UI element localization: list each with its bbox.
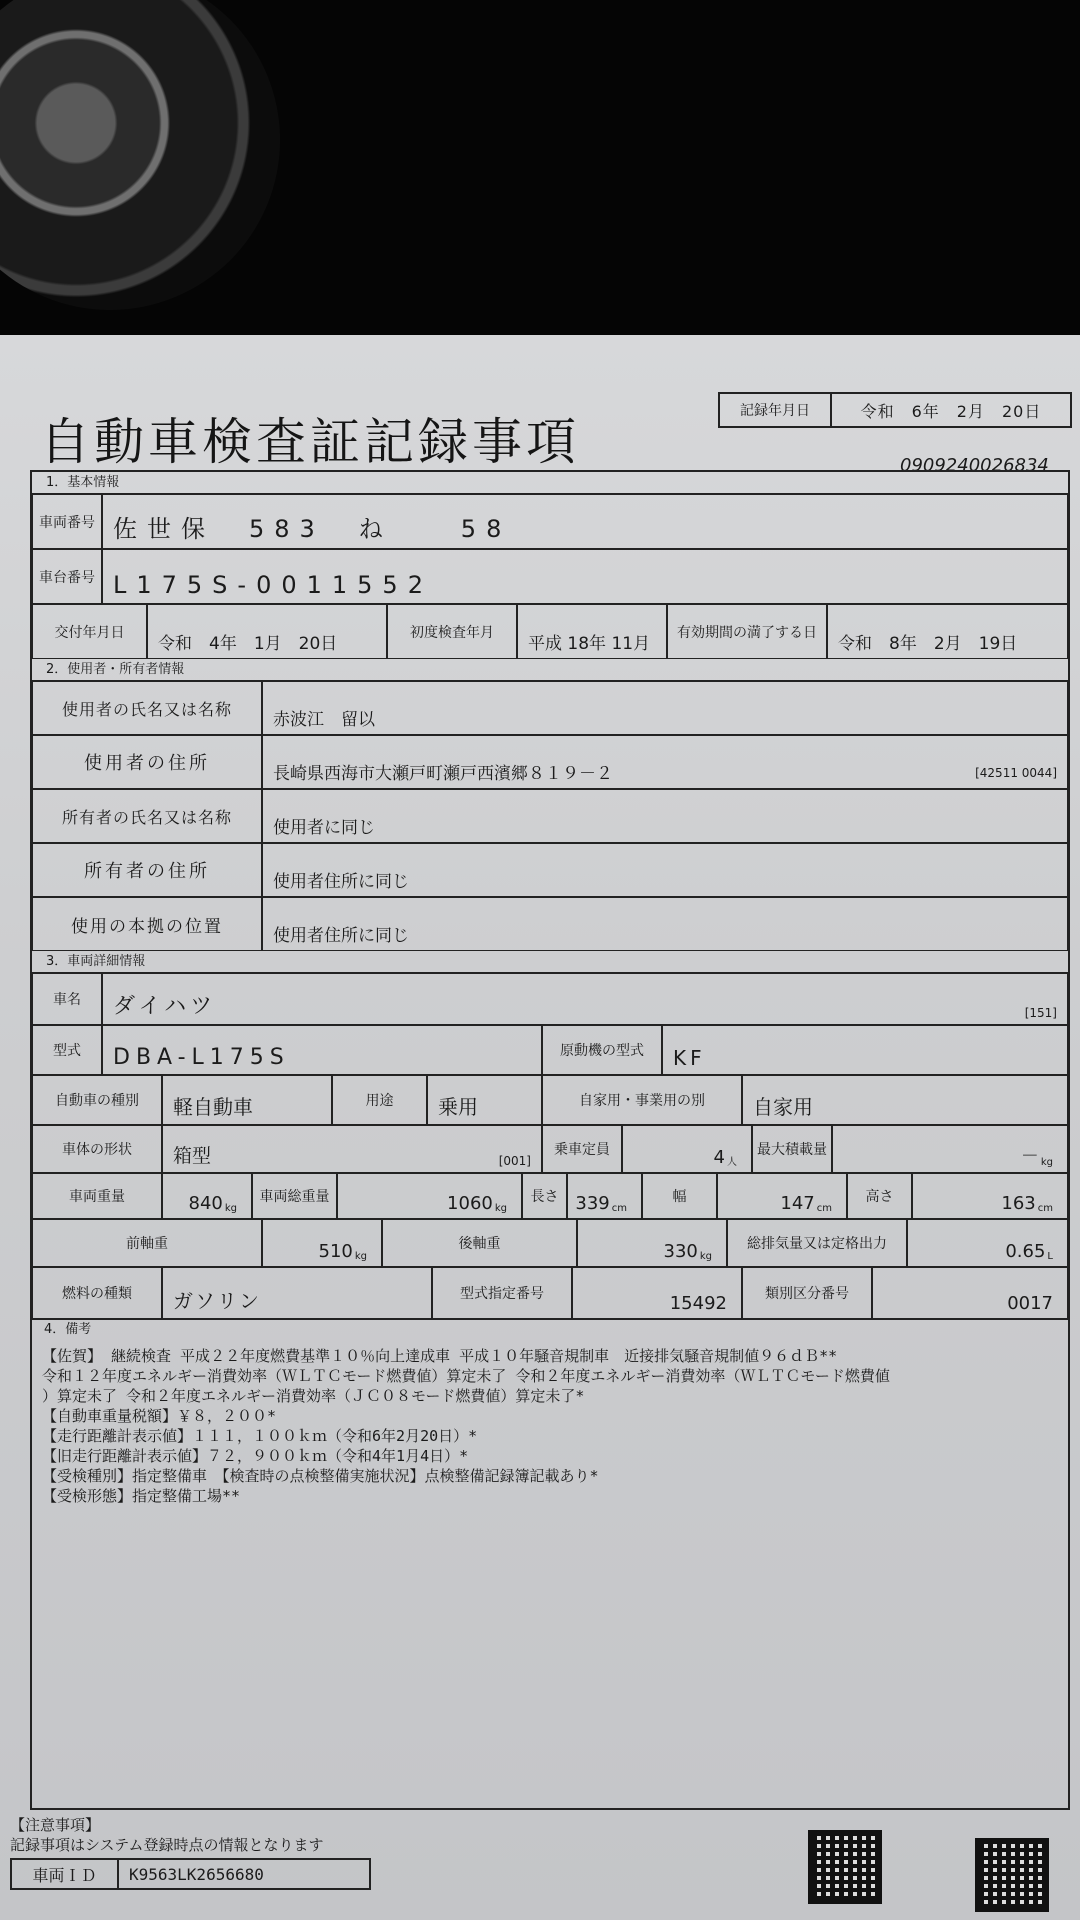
record-date-value: 令和 6年 2月 20日 bbox=[860, 401, 1042, 421]
maker-label: 車名 bbox=[32, 973, 102, 1025]
first-registration-label: 初度検査年月 bbox=[387, 604, 517, 659]
private-label: 自家用・事業用の別 bbox=[542, 1075, 742, 1125]
record-date-box bbox=[718, 392, 1072, 428]
kind-label: 自動車の種別 bbox=[32, 1075, 162, 1125]
front-axle-value bbox=[262, 1219, 382, 1267]
caution-title: 【注意事項】 bbox=[10, 1816, 101, 1834]
maxload-unit: kg bbox=[1040, 1157, 1053, 1168]
width-value bbox=[717, 1173, 847, 1219]
body-label: 車体の形状 bbox=[32, 1125, 162, 1173]
first-registration-value: 平成 18年 11月 bbox=[517, 604, 667, 659]
remark-line: 【受検種別】指定整備車 【検査時の点検整備実施状況】点検整備記録簿記載あり* bbox=[42, 1467, 599, 1485]
expiry-label: 有効期間の満了する日 bbox=[667, 604, 827, 659]
weight-value bbox=[162, 1173, 252, 1219]
displacement-value bbox=[907, 1219, 1068, 1267]
qr-code-icon bbox=[975, 1838, 1049, 1912]
maxload-label: 最大積載量 bbox=[752, 1125, 832, 1173]
user-name-label: 使用者の氏名又は名称 bbox=[32, 681, 262, 735]
width-label: 幅 bbox=[642, 1173, 717, 1219]
plate-value: 佐世保 583 ね 58 bbox=[102, 494, 1068, 549]
height-number: 163 bbox=[1001, 1193, 1036, 1214]
maker-text: ダイハツ bbox=[113, 994, 217, 1019]
maker-value bbox=[102, 973, 1068, 1025]
body-text: 箱型 bbox=[173, 1145, 212, 1167]
gross-value bbox=[337, 1173, 522, 1219]
document-number: 0909240026834 bbox=[900, 455, 1049, 476]
body-code: [001] bbox=[498, 1154, 531, 1168]
section-remarks: 4．備考 bbox=[44, 1322, 92, 1337]
remark-line: 令和１２年度エネルギー消費効率（ＷＬＴＣモード燃費値）算定未了 令和２年度エネルギー消費効率（ＷＬＴＣモード燃費値 bbox=[42, 1367, 890, 1385]
gross-label: 車両総重量 bbox=[252, 1173, 337, 1219]
capacity-unit: 人 bbox=[727, 1157, 737, 1168]
height-unit: cm bbox=[1037, 1203, 1053, 1214]
length-value bbox=[567, 1173, 642, 1219]
front-axle-unit: kg bbox=[354, 1251, 367, 1262]
engine-label: 原動機の型式 bbox=[542, 1025, 662, 1075]
remark-line: 【受検形態】指定整備工場** bbox=[42, 1487, 241, 1505]
height-label: 高さ bbox=[847, 1173, 912, 1219]
issue-date-label: 交付年月日 bbox=[32, 604, 147, 659]
displacement-label: 総排気量又は定格出力 bbox=[727, 1219, 907, 1267]
displacement-number: 0.65 bbox=[1005, 1241, 1046, 1262]
capacity-value bbox=[622, 1125, 752, 1173]
use-value: 乗用 bbox=[427, 1075, 542, 1125]
capacity-label: 乗車定員 bbox=[542, 1125, 622, 1173]
steering-wheel bbox=[0, 0, 280, 310]
weight-label: 車両重量 bbox=[32, 1173, 162, 1219]
plate-label: 車両番号 bbox=[32, 494, 102, 549]
rear-axle-number: 330 bbox=[663, 1241, 698, 1262]
expiry-value: 令和 8年 2月 19日 bbox=[827, 604, 1068, 659]
owner-name-value: 使用者に同じ bbox=[262, 789, 1068, 843]
base-location-label: 使用の本拠の位置 bbox=[32, 897, 262, 951]
user-name-value: 赤波江 留以 bbox=[262, 681, 1068, 735]
gross-number: 1060 bbox=[447, 1193, 493, 1214]
page-title: 自動車検査証記録事項 bbox=[40, 413, 580, 471]
class-number-label: 類別区分番号 bbox=[742, 1267, 872, 1319]
chassis-label: 車台番号 bbox=[32, 549, 102, 604]
weight-number: 840 bbox=[188, 1193, 223, 1214]
fuel-label: 燃料の種類 bbox=[32, 1267, 162, 1319]
remarks-box bbox=[30, 1320, 1070, 1810]
maker-code: [151] bbox=[1024, 1006, 1057, 1020]
front-axle-label: 前軸重 bbox=[32, 1219, 262, 1267]
user-address-label: 使用者の住所 bbox=[32, 735, 262, 789]
remark-line: 【自動車重量税額】￥８，２００* bbox=[42, 1407, 277, 1425]
chassis-value: L175S-0011552 bbox=[102, 549, 1068, 604]
remark-line: 【佐賀】 継続検査 平成２２年度燃費基準１０％向上達成車 平成１０年騒音規制車 近接排気騒音規制値９６ｄＢ** bbox=[42, 1347, 838, 1365]
issue-date-value: 令和 4年 1月 20日 bbox=[147, 604, 387, 659]
rear-axle-value bbox=[577, 1219, 727, 1267]
qr-code-icon bbox=[808, 1830, 882, 1904]
type-number-label: 型式指定番号 bbox=[432, 1267, 572, 1319]
owner-address-value: 使用者住所に同じ bbox=[262, 843, 1068, 897]
fuel-value: ガソリン bbox=[162, 1267, 432, 1319]
caution-block bbox=[10, 1815, 324, 1855]
use-label: 用途 bbox=[332, 1075, 427, 1125]
width-unit: cm bbox=[816, 1203, 832, 1214]
displacement-unit: L bbox=[1047, 1251, 1053, 1262]
user-address-value bbox=[262, 735, 1068, 789]
kind-value: 軽自動車 bbox=[162, 1075, 332, 1125]
remark-line: 【旧走行距離計表示値】７２，９００ｋｍ（令和4年1月4日）* bbox=[42, 1447, 469, 1465]
owner-name-label: 所有者の氏名又は名称 bbox=[32, 789, 262, 843]
vehicle-id-value: K9563LK2656680 bbox=[129, 1864, 264, 1884]
capacity-number: 4 bbox=[713, 1147, 725, 1168]
engine-value: KF bbox=[662, 1025, 1068, 1075]
section-user: 2．使用者・所有者情報 bbox=[32, 659, 1068, 681]
type-number-value: 15492 bbox=[572, 1267, 742, 1319]
private-value: 自家用 bbox=[742, 1075, 1068, 1125]
section-detail: 3．車両詳細情報 bbox=[32, 951, 1068, 973]
user-address-code: [42511 0044] bbox=[975, 766, 1057, 780]
weight-unit: kg bbox=[224, 1203, 237, 1214]
model-label: 型式 bbox=[32, 1025, 102, 1075]
rear-axle-label: 後軸重 bbox=[382, 1219, 577, 1267]
vehicle-id-label: 車両ＩＤ bbox=[12, 1860, 119, 1888]
model-value: DBA-L175S bbox=[102, 1025, 542, 1075]
owner-address-label: 所有者の住所 bbox=[32, 843, 262, 897]
record-date-label: 記録年月日 bbox=[720, 394, 832, 426]
length-number: 339 bbox=[575, 1193, 610, 1214]
class-number-value: 0017 bbox=[872, 1267, 1068, 1319]
width-number: 147 bbox=[780, 1193, 815, 1214]
caution-text: 記録事項はシステム登録時点の情報となります bbox=[10, 1836, 324, 1854]
gross-unit: kg bbox=[494, 1203, 507, 1214]
rear-axle-unit: kg bbox=[699, 1251, 712, 1262]
remark-line: ）算定未了 令和２年度エネルギー消費効率（ＪＣ０８モード燃費値）算定未了* bbox=[42, 1387, 585, 1405]
front-axle-number: 510 bbox=[318, 1241, 353, 1262]
user-address-text: 長崎県西海市大瀬戸町瀬戸西濱郷８１９－２ bbox=[273, 764, 613, 784]
remark-line: 【走行距離計表示値】１１１，１００ｋｍ（令和6年2月20日）* bbox=[42, 1427, 478, 1445]
length-label: 長さ bbox=[522, 1173, 567, 1219]
length-unit: cm bbox=[611, 1203, 627, 1214]
certificate-form bbox=[30, 470, 1070, 1320]
maxload-number: － bbox=[1020, 1146, 1039, 1167]
body-value bbox=[162, 1125, 542, 1173]
height-value bbox=[912, 1173, 1068, 1219]
vehicle-id-box bbox=[10, 1858, 371, 1890]
section-basic: 1．基本情報 bbox=[32, 472, 1068, 494]
base-location-value: 使用者住所に同じ bbox=[262, 897, 1068, 951]
maxload-value bbox=[832, 1125, 1068, 1173]
